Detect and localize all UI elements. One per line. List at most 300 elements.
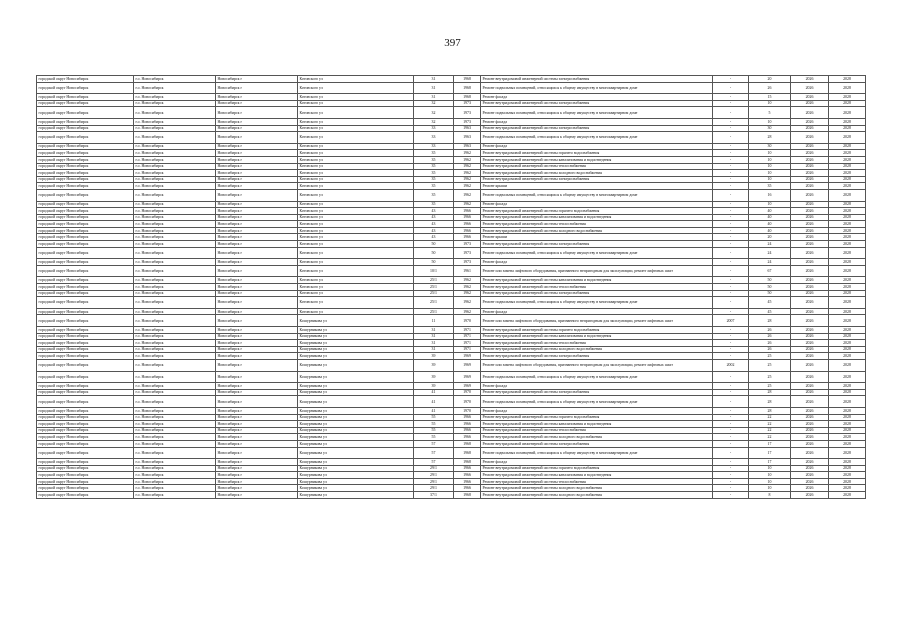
district-cell: городской округ Новосибирск — [37, 447, 134, 459]
locality-cell: Новосибирск г — [216, 427, 298, 434]
aux-cell: - — [713, 227, 749, 234]
year-cell: 1962 — [454, 284, 481, 291]
locality-cell: Новосибирск г — [216, 371, 298, 383]
end-year-cell: 2028 — [829, 189, 866, 201]
aux-cell: - — [713, 465, 749, 472]
year-cell: 1966 — [454, 434, 481, 441]
work-type-cell: Ремонт фасада — [481, 407, 713, 414]
city-cell: г.о. Новосибирск — [134, 214, 216, 221]
work-type-cell: Ремонт внутридомовой инженерной системы электроснабжения — [481, 125, 713, 132]
year-cell: 1973 — [454, 107, 481, 119]
house-cell: 25/1 — [414, 284, 454, 291]
table-row — [37, 308, 866, 315]
aux-cell: - — [713, 176, 749, 183]
year-cell: 1970 — [454, 315, 481, 327]
table-row — [37, 440, 866, 447]
city-cell: г.о. Новосибирск — [134, 359, 216, 371]
street-cell: Кошурникова ул — [298, 396, 414, 408]
street-cell: Кошурникова ул — [298, 340, 414, 347]
work-type-cell: Ремонт подвальных помещений, относящихся к общему имуществу в многоквартирном доме — [481, 82, 713, 94]
year-cell: 1970 — [454, 389, 481, 396]
street-cell: Кошурникова ул — [298, 346, 414, 353]
year-cell: 1963 — [454, 143, 481, 150]
locality-cell: Новосибирск г — [216, 221, 298, 228]
aux-cell: - — [713, 459, 749, 466]
city-cell: г.о. Новосибирск — [134, 82, 216, 94]
end-year-cell: 2028 — [829, 353, 866, 360]
city-cell: г.о. Новосибирск — [134, 485, 216, 492]
end-year-cell: 2028 — [829, 163, 866, 170]
city-cell: г.о. Новосибирск — [134, 277, 216, 284]
aux-cell: - — [713, 170, 749, 177]
quantity-cell: 28 — [749, 132, 791, 144]
start-year-cell: 2026 — [791, 241, 829, 248]
end-year-cell: 2028 — [829, 333, 866, 340]
end-year-cell: 2028 — [829, 383, 866, 390]
end-year-cell: 2028 — [829, 156, 866, 163]
table-row — [37, 389, 866, 396]
locality-cell: Новосибирск г — [216, 389, 298, 396]
end-year-cell: 2028 — [829, 76, 866, 83]
aux-cell: - — [713, 208, 749, 215]
city-cell: г.о. Новосибирск — [134, 396, 216, 408]
end-year-cell: 2028 — [829, 183, 866, 190]
quantity-cell: 50 — [749, 277, 791, 284]
table-row — [37, 94, 866, 101]
city-cell: г.о. Новосибирск — [134, 156, 216, 163]
aux-cell: - — [713, 100, 749, 107]
street-cell: Котовского ул — [298, 265, 414, 277]
city-cell: г.о. Новосибирск — [134, 227, 216, 234]
house-cell: 35 — [414, 150, 454, 157]
start-year-cell: 2026 — [791, 447, 829, 459]
work-type-cell: Ремонт подвальных помещений, относящихся к общему имуществу в многоквартирном доме — [481, 132, 713, 144]
house-cell: 31 — [414, 82, 454, 94]
quantity-cell: 45 — [749, 308, 791, 315]
locality-cell: Новосибирск г — [216, 284, 298, 291]
locality-cell: Новосибирск г — [216, 353, 298, 360]
house-cell: 35 — [414, 189, 454, 201]
street-cell: Котовского ул — [298, 183, 414, 190]
quantity-cell: 30 — [749, 143, 791, 150]
aux-cell: - — [713, 221, 749, 228]
work-type-cell: Ремонт внутридомовой инженерной системы канализования и водоотведения — [481, 277, 713, 284]
year-cell: 1966 — [454, 472, 481, 479]
locality-cell: Новосибирск г — [216, 100, 298, 107]
table-row — [37, 163, 866, 170]
year-cell: 1968 — [454, 94, 481, 101]
aux-cell: - — [713, 492, 749, 499]
quantity-cell: 26 — [749, 82, 791, 94]
house-cell: 25/1 — [414, 297, 454, 309]
aux-cell: - — [713, 383, 749, 390]
house-cell: 35 — [414, 183, 454, 190]
district-cell: городской округ Новосибирск — [37, 183, 134, 190]
quantity-cell: 8 — [749, 492, 791, 499]
work-type-cell: Ремонт подвальных помещений, относящихся к общему имуществу в многоквартирном доме — [481, 189, 713, 201]
house-cell: 55 — [414, 434, 454, 441]
page-number: 397 — [444, 37, 461, 49]
work-type-cell: Ремонт крыши — [481, 183, 713, 190]
aux-cell: - — [713, 214, 749, 221]
quantity-cell: 10 — [749, 478, 791, 485]
work-type-cell: Ремонт внутридомовой инженерной системы холодного водоснабжения — [481, 492, 713, 499]
quantity-cell: 10 — [749, 150, 791, 157]
street-cell: Котовского ул — [298, 221, 414, 228]
table-row — [37, 353, 866, 360]
locality-cell: Новосибирск г — [216, 247, 298, 259]
end-year-cell: 2028 — [829, 340, 866, 347]
locality-cell: Новосибирск г — [216, 340, 298, 347]
district-cell: городской округ Новосибирск — [37, 125, 134, 132]
street-cell: Кошурникова ул — [298, 333, 414, 340]
street-cell: Котовского ул — [298, 189, 414, 201]
aux-cell: - — [713, 277, 749, 284]
city-cell: г.о. Новосибирск — [134, 208, 216, 215]
start-year-cell: 2026 — [791, 118, 829, 125]
street-cell: Котовского ул — [298, 297, 414, 309]
house-cell: 35 — [414, 176, 454, 183]
table-row — [37, 459, 866, 466]
district-cell: городской округ Новосибирск — [37, 277, 134, 284]
quantity-cell: 10 — [749, 201, 791, 208]
locality-cell: Новосибирск г — [216, 485, 298, 492]
locality-cell: Новосибирск г — [216, 315, 298, 327]
aux-cell: - — [713, 163, 749, 170]
house-cell: 25/1 — [414, 290, 454, 297]
work-type-cell: Ремонт внутридомовой инженерной системы теплоснабжения — [481, 340, 713, 347]
year-cell: 1969 — [454, 353, 481, 360]
start-year-cell: 2026 — [791, 265, 829, 277]
start-year-cell: 2026 — [791, 183, 829, 190]
district-cell: городской округ Новосибирск — [37, 371, 134, 383]
table-row — [37, 201, 866, 208]
district-cell: городской округ Новосибирск — [37, 163, 134, 170]
quantity-cell: 10 — [749, 100, 791, 107]
street-cell: Кошурникова ул — [298, 407, 414, 414]
quantity-cell: 17 — [749, 447, 791, 459]
work-type-cell: Ремонт или замена лифтового оборудования, признанного непригодным для эксплуатации, ремонт лифтовых шахт — [481, 315, 713, 327]
district-cell: городской округ Новосибирск — [37, 214, 134, 221]
start-year-cell: 2026 — [791, 396, 829, 408]
end-year-cell: 2028 — [829, 201, 866, 208]
locality-cell: Новосибирск г — [216, 297, 298, 309]
quantity-cell: 50 — [749, 290, 791, 297]
city-cell: г.о. Новосибирск — [134, 434, 216, 441]
street-cell: Кошурникова ул — [298, 492, 414, 499]
quantity-cell: 25 — [749, 353, 791, 360]
end-year-cell: 2028 — [829, 208, 866, 215]
table-row — [37, 284, 866, 291]
year-cell: 1966 — [454, 478, 481, 485]
locality-cell: Новосибирск г — [216, 421, 298, 428]
year-cell: 1962 — [454, 150, 481, 157]
end-year-cell: 2028 — [829, 125, 866, 132]
end-year-cell: 2028 — [829, 227, 866, 234]
work-type-cell: Ремонт подвальных помещений, относящихся к общему имуществу в многоквартирном доме — [481, 371, 713, 383]
city-cell: г.о. Новосибирск — [134, 201, 216, 208]
quantity-cell: 50 — [749, 284, 791, 291]
city-cell: г.о. Новосибирск — [134, 353, 216, 360]
district-cell: городской округ Новосибирск — [37, 82, 134, 94]
house-cell: 39 — [414, 371, 454, 383]
city-cell: г.о. Новосибирск — [134, 297, 216, 309]
quantity-cell: 10 — [749, 156, 791, 163]
street-cell: Кошурникова ул — [298, 478, 414, 485]
year-cell: 1971 — [454, 346, 481, 353]
work-type-cell: Ремонт внутридомовой инженерной системы электроснабжения — [481, 176, 713, 183]
table-row — [37, 346, 866, 353]
street-cell: Кошурникова ул — [298, 440, 414, 447]
house-cell: 32 — [414, 118, 454, 125]
work-type-cell: Ремонт или замена лифтового оборудования, признанного непригодным для эксплуатации, ремонт лифтовых шахт — [481, 265, 713, 277]
start-year-cell: 2026 — [791, 214, 829, 221]
locality-cell: Новосибирск г — [216, 478, 298, 485]
city-cell: г.о. Новосибирск — [134, 234, 216, 241]
district-cell: городской округ Новосибирск — [37, 247, 134, 259]
quantity-cell: 30 — [749, 125, 791, 132]
table-row — [37, 82, 866, 94]
house-cell: 29/1 — [414, 478, 454, 485]
quantity-cell: 28 — [749, 396, 791, 408]
work-type-cell: Ремонт внутридомовой инженерной системы канализования и водоотведения — [481, 333, 713, 340]
quantity-cell: 24 — [749, 241, 791, 248]
table-row — [37, 434, 866, 441]
table-row — [37, 290, 866, 297]
street-cell: Котовского ул — [298, 241, 414, 248]
repair-schedule-table — [36, 75, 866, 499]
table-row — [37, 465, 866, 472]
table-body — [37, 76, 866, 499]
district-cell: городской округ Новосибирск — [37, 118, 134, 125]
work-type-cell: Ремонт внутридомовой инженерной системы холодного водоснабжения — [481, 346, 713, 353]
aux-cell: - — [713, 143, 749, 150]
end-year-cell: 2028 — [829, 241, 866, 248]
start-year-cell: 2026 — [791, 94, 829, 101]
city-cell: г.о. Новосибирск — [134, 290, 216, 297]
quantity-cell: 10 — [749, 176, 791, 183]
locality-cell: Новосибирск г — [216, 107, 298, 119]
locality-cell: Новосибирск г — [216, 472, 298, 479]
table-row — [37, 234, 866, 241]
start-year-cell: 2026 — [791, 327, 829, 334]
table-row — [37, 485, 866, 492]
table-row — [37, 150, 866, 157]
table-row — [37, 333, 866, 340]
city-cell: г.о. Новосибирск — [134, 241, 216, 248]
year-cell: 1962 — [454, 183, 481, 190]
work-type-cell: Ремонт фасада — [481, 259, 713, 266]
quantity-cell: 10 — [749, 465, 791, 472]
city-cell: г.о. Новосибирск — [134, 478, 216, 485]
house-cell: 50 — [414, 247, 454, 259]
house-cell: 39 — [414, 353, 454, 360]
work-type-cell: Ремонт фасада — [481, 459, 713, 466]
city-cell: г.о. Новосибирск — [134, 421, 216, 428]
street-cell: Котовского ул — [298, 277, 414, 284]
district-cell: городской округ Новосибирск — [37, 156, 134, 163]
work-type-cell: Ремонт фасада — [481, 143, 713, 150]
aux-cell: - — [713, 82, 749, 94]
locality-cell: Новосибирск г — [216, 176, 298, 183]
city-cell: г.о. Новосибирск — [134, 327, 216, 334]
quantity-cell: 26 — [749, 333, 791, 340]
end-year-cell: 2028 — [829, 389, 866, 396]
locality-cell: Новосибирск г — [216, 434, 298, 441]
aux-cell: - — [713, 478, 749, 485]
end-year-cell: 2028 — [829, 143, 866, 150]
table-row — [37, 340, 866, 347]
start-year-cell: 2026 — [791, 472, 829, 479]
work-type-cell: Ремонт внутридомовой инженерной системы горячего водоснабжения — [481, 150, 713, 157]
end-year-cell: 2028 — [829, 107, 866, 119]
city-cell: г.о. Новосибирск — [134, 76, 216, 83]
end-year-cell: 2028 — [829, 485, 866, 492]
work-type-cell: Ремонт внутридомовой инженерной системы электроснабжения — [481, 440, 713, 447]
end-year-cell: 2028 — [829, 214, 866, 221]
locality-cell: Новосибирск г — [216, 414, 298, 421]
aux-cell: - — [713, 76, 749, 83]
locality-cell: Новосибирск г — [216, 407, 298, 414]
table-row — [37, 315, 866, 327]
house-cell: 50 — [414, 241, 454, 248]
start-year-cell: 2026 — [791, 340, 829, 347]
house-cell: 57 — [414, 459, 454, 466]
work-type-cell: Ремонт внутридомовой инженерной системы электроснабжения — [481, 353, 713, 360]
district-cell: городской округ Новосибирск — [37, 327, 134, 334]
start-year-cell: 2026 — [791, 277, 829, 284]
locality-cell: Новосибирск г — [216, 259, 298, 266]
aux-cell: - — [713, 327, 749, 334]
quantity-cell: 22 — [749, 421, 791, 428]
year-cell: 1969 — [454, 383, 481, 390]
end-year-cell: 2028 — [829, 265, 866, 277]
quantity-cell: 26 — [749, 327, 791, 334]
house-cell: 55 — [414, 414, 454, 421]
house-cell: 43 — [414, 214, 454, 221]
locality-cell: Новосибирск г — [216, 346, 298, 353]
start-year-cell: 2026 — [791, 170, 829, 177]
district-cell: городской округ Новосибирск — [37, 421, 134, 428]
start-year-cell: 2026 — [791, 176, 829, 183]
end-year-cell: 2028 — [829, 421, 866, 428]
city-cell: г.о. Новосибирск — [134, 315, 216, 327]
house-cell: 31 — [414, 340, 454, 347]
quantity-cell: 20 — [749, 76, 791, 83]
table-row — [37, 227, 866, 234]
year-cell: 1968 — [454, 76, 481, 83]
table-row — [37, 259, 866, 266]
work-type-cell: Ремонт фасада — [481, 383, 713, 390]
district-cell: городской округ Новосибирск — [37, 284, 134, 291]
work-type-cell: Ремонт крыши — [481, 234, 713, 241]
start-year-cell: 2026 — [791, 434, 829, 441]
house-cell: 57 — [414, 447, 454, 459]
street-cell: Кошурникова ул — [298, 427, 414, 434]
street-cell: Котовского ул — [298, 201, 414, 208]
city-cell: г.о. Новосибирск — [134, 265, 216, 277]
start-year-cell: 2026 — [791, 440, 829, 447]
year-cell: 1966 — [454, 421, 481, 428]
street-cell: Котовского ул — [298, 118, 414, 125]
locality-cell: Новосибирск г — [216, 208, 298, 215]
start-year-cell: 2026 — [791, 150, 829, 157]
house-cell: 33 — [414, 143, 454, 150]
table-row — [37, 478, 866, 485]
end-year-cell: 2028 — [829, 440, 866, 447]
year-cell: 1971 — [454, 340, 481, 347]
locality-cell: Новосибирск г — [216, 241, 298, 248]
district-cell: городской округ Новосибирск — [37, 346, 134, 353]
table-row — [37, 132, 866, 144]
city-cell: г.о. Новосибирск — [134, 346, 216, 353]
city-cell: г.о. Новосибирск — [134, 383, 216, 390]
year-cell: 1973 — [454, 259, 481, 266]
aux-cell: - — [713, 234, 749, 241]
year-cell: 1966 — [454, 234, 481, 241]
table-row — [37, 241, 866, 248]
aux-cell: - — [713, 132, 749, 144]
aux-cell: - — [713, 472, 749, 479]
city-cell: г.о. Новосибирск — [134, 132, 216, 144]
street-cell: Котовского ул — [298, 143, 414, 150]
work-type-cell: Ремонт внутридомовой инженерной системы теплоснабжения — [481, 478, 713, 485]
year-cell: 1973 — [454, 118, 481, 125]
house-cell: 11 — [414, 315, 454, 327]
year-cell: 1966 — [454, 227, 481, 234]
house-cell: 39 — [414, 359, 454, 371]
district-cell: городской округ Новосибирск — [37, 201, 134, 208]
table-row — [37, 107, 866, 119]
district-cell: городской округ Новосибирск — [37, 478, 134, 485]
year-cell: 1968 — [454, 459, 481, 466]
aux-cell: - — [713, 421, 749, 428]
locality-cell: Новосибирск г — [216, 183, 298, 190]
aux-cell: - — [713, 241, 749, 248]
city-cell: г.о. Новосибирск — [134, 440, 216, 447]
end-year-cell: 2028 — [829, 472, 866, 479]
district-cell: городской округ Новосибирск — [37, 227, 134, 234]
district-cell: городской округ Новосибирск — [37, 221, 134, 228]
city-cell: г.о. Новосибирск — [134, 221, 216, 228]
work-type-cell: Ремонт подвальных помещений, относящихся к общему имуществу в многоквартирном доме — [481, 247, 713, 259]
house-cell: 29/1 — [414, 472, 454, 479]
house-cell: 43 — [414, 208, 454, 215]
quantity-cell: 28 — [749, 389, 791, 396]
locality-cell: Новосибирск г — [216, 327, 298, 334]
table-row — [37, 76, 866, 83]
work-type-cell: Ремонт внутридомовой инженерной системы канализования и водоотведения — [481, 421, 713, 428]
district-cell: городской округ Новосибирск — [37, 434, 134, 441]
end-year-cell: 2028 — [829, 492, 866, 499]
city-cell: г.о. Новосибирск — [134, 94, 216, 101]
district-cell: городской округ Новосибирск — [37, 340, 134, 347]
aux-cell: - — [713, 94, 749, 101]
end-year-cell: 2028 — [829, 407, 866, 414]
street-cell: Котовского ул — [298, 234, 414, 241]
work-type-cell: Ремонт внутридомовой инженерной системы горячего водоснабжения — [481, 208, 713, 215]
street-cell: Котовского ул — [298, 284, 414, 291]
city-cell: г.о. Новосибирск — [134, 447, 216, 459]
start-year-cell: 2026 — [791, 125, 829, 132]
house-cell: 32 — [414, 107, 454, 119]
city-cell: г.о. Новосибирск — [134, 340, 216, 347]
table-row — [37, 396, 866, 408]
city-cell: г.о. Новосибирск — [134, 170, 216, 177]
street-cell: Котовского ул — [298, 156, 414, 163]
year-cell: 1969 — [454, 359, 481, 371]
year-cell: 1962 — [454, 156, 481, 163]
